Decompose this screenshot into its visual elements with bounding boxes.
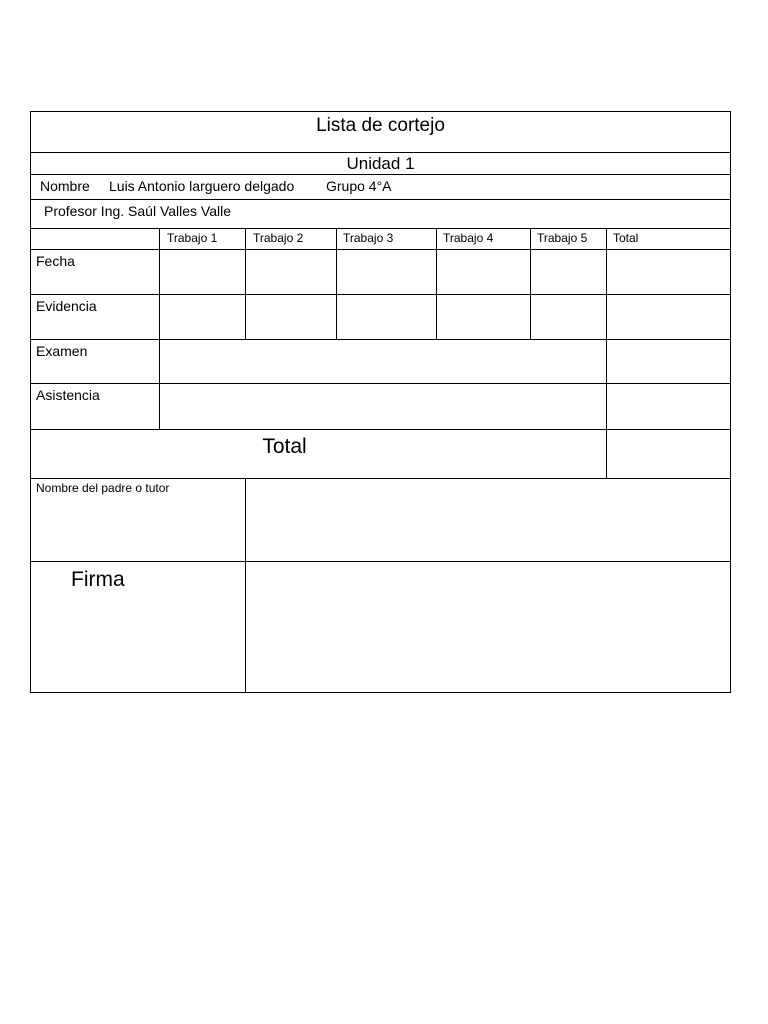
row-divider <box>31 199 730 200</box>
signature-label: Firma <box>71 568 125 591</box>
col-divider <box>336 228 337 339</box>
col-divider <box>159 228 160 429</box>
teacher-name: Profesor Ing. Saúl Valles Valle <box>44 203 232 219</box>
column-header-trabajo-5: Trabajo 5 <box>537 231 588 245</box>
column-header-trabajo-4: Trabajo 4 <box>443 231 494 245</box>
row-divider <box>31 561 730 562</box>
row-divider <box>31 174 730 175</box>
student-name-label: Nombre <box>40 178 90 194</box>
column-header-trabajo-1: Trabajo 1 <box>167 231 218 245</box>
student-name: Luis Antonio larguero delgado <box>109 178 295 194</box>
row-divider <box>31 228 730 229</box>
column-header-trabajo-2: Trabajo 2 <box>253 231 304 245</box>
col-divider <box>530 228 531 339</box>
col-divider <box>245 478 246 692</box>
row-label-fecha: Fecha <box>36 253 75 269</box>
row-divider <box>31 383 730 384</box>
row-label-examen: Examen <box>36 343 88 359</box>
column-header-total: Total <box>613 231 639 245</box>
unit-label: Unidad 1 <box>346 154 415 173</box>
row-divider <box>31 152 730 153</box>
row-divider <box>31 249 730 250</box>
row-divider <box>31 339 730 340</box>
grading-form-table <box>30 111 731 693</box>
row-divider <box>31 294 730 295</box>
row-divider <box>31 429 730 430</box>
total-label: Total <box>262 435 307 458</box>
student-group: Grupo 4°A <box>326 178 392 194</box>
guardian-name-label: Nombre del padre o tutor <box>36 481 170 495</box>
column-header-trabajo-3: Trabajo 3 <box>343 231 394 245</box>
form-title: Lista de cortejo <box>316 115 445 136</box>
col-divider <box>245 228 246 339</box>
row-label-evidencia: Evidencia <box>36 298 97 314</box>
row-divider <box>31 478 730 479</box>
col-divider <box>436 228 437 339</box>
col-divider <box>606 228 607 478</box>
row-label-asistencia: Asistencia <box>36 387 100 403</box>
